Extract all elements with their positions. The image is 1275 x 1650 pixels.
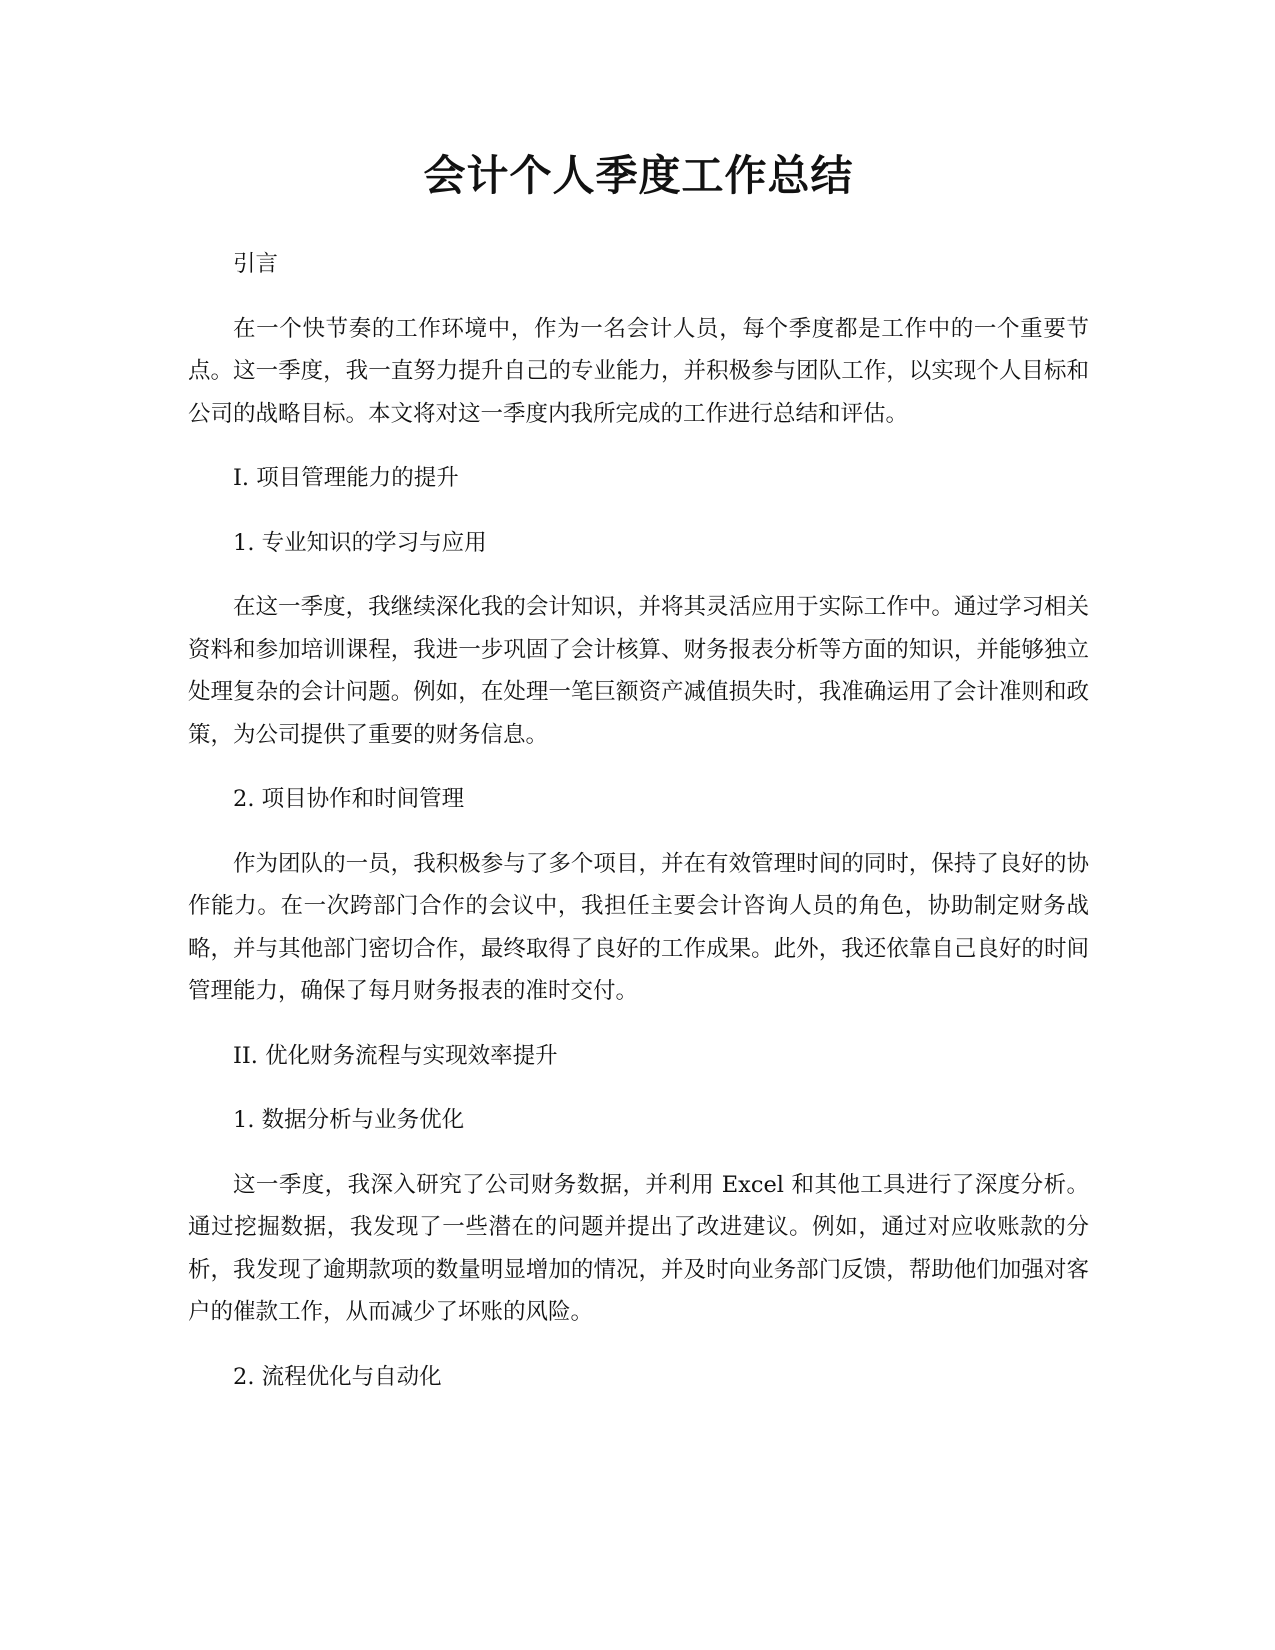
spacer (188, 821, 1089, 843)
subsection-heading-ii-1: 1. 数据分析与业务优化 (233, 1107, 465, 1133)
subsection-heading-i-1: 1. 专业知识的学习与应用 (233, 529, 487, 556)
spacer (188, 564, 1089, 586)
spacer (188, 435, 1089, 457)
subsection-heading-ii-2: 2. 流程优化与自动化 (233, 1363, 442, 1390)
spacer (188, 756, 1089, 778)
paragraph-intro: 在一个快节奏的工作环境中，作为一名会计人员，每个季度都是工作中的一个重要节点。这一季度，我一直努力提升自己的专业能力，并积极参与团队工作，以实现个人目标和公司的战略目标。本文将对这一季度内我所完成的工作进行总结和评估。 (188, 315, 1089, 427)
section-heading-i: I. 项目管理能力的提升 (233, 465, 459, 491)
spacer (188, 286, 1089, 308)
spacer (188, 1142, 1089, 1164)
spacer (188, 500, 1089, 522)
document-title: 会计个人季度工作总结 (423, 151, 854, 200)
spacer (188, 1013, 1089, 1035)
paragraph-ii-1: 这一季度，我深入研究了公司财务数据，并利用 Excel 和其他工具进行了深度分析。通过挖掘数据，我发现了一些潜在的问题并提出了改进建议。例如，通过对应收账款的分析，我发现了逾期款项的数量明显增加的情况，并及时向业务部门反馈，帮助他们加强对客户的催款工作，从而减少了坏账的风险。 (188, 1171, 1089, 1325)
section-heading-ii: II. 优化财务流程与实现效率提升 (233, 1042, 558, 1069)
subsection-heading-i-2: 2. 项目协作和时间管理 (233, 786, 465, 812)
spacer (188, 1077, 1089, 1099)
spacer (188, 1334, 1089, 1356)
section-heading-intro: 引言 (233, 251, 279, 277)
paragraph-i-2: 作为团队的一员，我积极参与了多个项目，并在有效管理时间的同时，保持了良好的协作能力。在一次跨部门合作的会议中，我担任主要会计咨询人员的角色，协助制定财务战略，并与其他部门密切合作，最终取得了良好的工作成果。此外，我还依靠自己良好的时间管理能力，确保了每月财务报表的准时交付。 (188, 850, 1089, 1004)
paragraph-i-1: 在这一季度，我继续深化我的会计知识，并将其灵活应用于实际工作中。通过学习相关资料和参加培训课程，我进一步巩固了会计核算、财务报表分析等方面的知识，并能够独立处理复杂的会计问题。例如，在处理一笔巨额资产减值损失时，我准确运用了会计准则和政策，为公司提供了重要的财务信息。 (188, 594, 1089, 748)
